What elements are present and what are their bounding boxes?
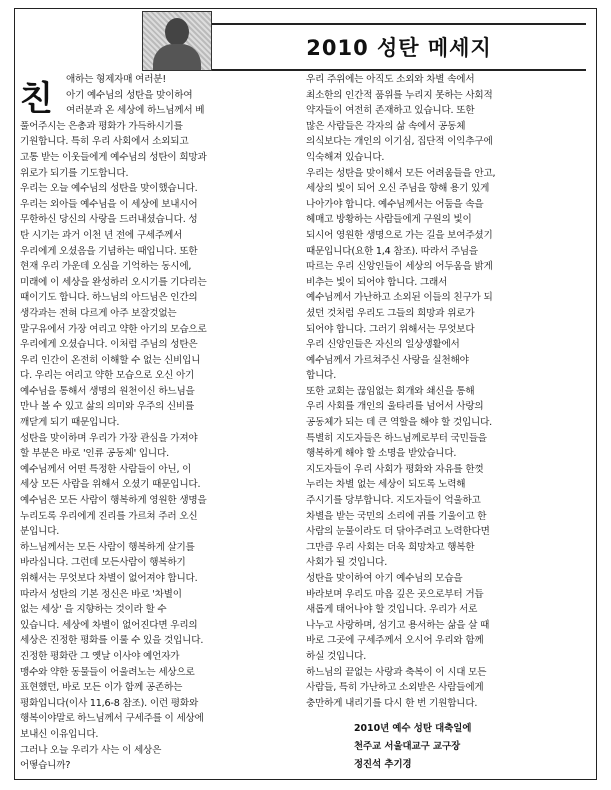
right-column-line: 우리는 성탄을 맞이해서 모든 어려움들을 안고, bbox=[306, 167, 496, 179]
left-column-line: 평화입니다(이사 11,6-8 참조). 이런 평화와 bbox=[20, 697, 199, 709]
signature-line: 천주교 서울대교구 교구장 bbox=[354, 741, 461, 752]
left-column-line: 위로가 되기를 기도합니다. bbox=[20, 167, 129, 179]
right-column-line: 합니다. bbox=[306, 370, 337, 382]
left-column-line: 우리에게 오셨습니다. 이처럼 주님의 성탄은 bbox=[20, 339, 198, 351]
left-column-line: 예수님은 모든 사람이 행복하게 영원한 생명을 bbox=[20, 495, 207, 507]
page-title: 2010 성탄 메세지 bbox=[306, 36, 492, 60]
title-box bbox=[212, 23, 586, 71]
portrait-head bbox=[165, 18, 189, 46]
left-column-line: 있습니다. 세상에 차별이 없어진다면 우리의 bbox=[20, 619, 198, 631]
right-column-line: 주시기를 당부합니다. 지도자들이 억울하고 bbox=[306, 495, 481, 507]
right-column-line: 특별히 지도자들은 하느님께로부터 국민들을 bbox=[306, 432, 487, 444]
right-column-line: 나아가야 합니다. 예수님께서는 어둠을 속을 bbox=[306, 198, 484, 210]
signature-line: 2010년 예수 성탄 대축일에 bbox=[354, 723, 472, 734]
right-column-line: 세상의 빛이 되어 오신 주님을 향해 용기 있게 bbox=[306, 183, 490, 195]
right-column-line: 예수님께서 가르쳐주신 사랑을 실천해야 bbox=[306, 354, 469, 366]
left-column-line: 행복이야말로 하느님께서 구세주를 이 세상에 bbox=[20, 713, 204, 725]
portrait-body bbox=[153, 44, 201, 71]
right-column-line: 익숙해져 있습니다. bbox=[306, 151, 385, 163]
left-column-line: 위해서는 무엇보다 차별이 없어져야 합니다. bbox=[20, 573, 198, 584]
right-column-line: 되어야 합니다. 그러기 위해서는 무엇보다 bbox=[306, 323, 475, 335]
right-column-line: 사람의 눈물이라도 더 닦아주려고 노력한다면 bbox=[306, 526, 490, 538]
left-column-line: 예수님을 통해서 생명의 원천이신 하느님을 bbox=[20, 385, 195, 397]
left-column-line: 탄 시기는 과거 이천 년 전에 구세주께서 bbox=[20, 229, 183, 241]
left-column-line: 우리에게 오셨음을 기념하는 때입니다. 또한 bbox=[20, 245, 198, 257]
left-column-line: 세상 모든 사람을 위해서 오셨기 때문입니다. bbox=[20, 479, 201, 491]
right-column-line: 공동체가 되는 데 큰 역할을 해야 할 것입니다. bbox=[306, 417, 493, 429]
right-column-line: 최소한의 인간적 품위를 누리지 못하는 사회적 bbox=[306, 89, 493, 101]
left-column-line: 그러나 오늘 우리가 사는 이 세상은 bbox=[20, 744, 162, 756]
left-column-line: 만나 볼 수 있고 삶의 의미와 우주의 신비를 bbox=[20, 401, 195, 413]
drop-cap: 친 bbox=[20, 79, 53, 119]
right-column-line: 나누고 사랑하며, 섬기고 용서하는 삶을 살 때 bbox=[306, 619, 490, 631]
right-column-line: 의식보다는 개인의 이기심, 집단적 이익추구에 bbox=[306, 136, 493, 148]
left-column-line: 분입니다. bbox=[20, 526, 60, 538]
right-column-line: 행복하게 해야 할 소명을 받았습니다. bbox=[306, 448, 457, 460]
right-column-line: 하느님의 끝없는 사랑과 축복이 이 시대 모든 bbox=[306, 666, 487, 678]
left-column-line: 맹수와 약한 동물들이 어울려노는 세상으로 bbox=[20, 666, 195, 678]
portrait-photo bbox=[142, 11, 212, 71]
right-column-line: 되시어 영원한 생명으로 가는 길을 보여주셨기 bbox=[306, 229, 493, 241]
right-column-line: 사회가 될 것입니다. bbox=[306, 557, 388, 569]
left-column-line: 기원합니다. 특히 우리 사회에서 소외되고 bbox=[20, 136, 189, 148]
left-column-line: 우리 인간이 온전히 이해할 수 없는 신비입니 bbox=[20, 354, 201, 366]
left-column-line: 우리는 외아들 예수님을 이 세상에 보내시어 bbox=[20, 198, 198, 210]
signature-line: 정진석 추기경 bbox=[354, 759, 412, 770]
left-column-line: 미래에 이 세상을 완성하러 오시기를 기다리는 bbox=[20, 276, 207, 288]
left-column-line: 때이기도 합니다. 하느님의 아드님은 인간의 bbox=[20, 292, 198, 304]
left-column-line: 풀어주시는 은총과 평화가 가득하시기를 bbox=[20, 120, 183, 132]
right-column-line: 약자들이 여전히 존재하고 있습니다. 또한 bbox=[306, 105, 475, 117]
right-column-line: 바라보며 우리도 마음 깊은 곳으로부터 거듭 bbox=[306, 588, 484, 600]
right-column-line: 헤매고 방황하는 사람들에게 구원의 빛이 bbox=[306, 214, 472, 226]
left-column bbox=[20, 72, 296, 774]
right-column-line: 하실 것입니다. bbox=[306, 650, 367, 662]
right-column-line: 누리는 차별 없는 세상이 되도록 노력해 bbox=[306, 479, 466, 491]
right-column-line: 우리 사회를 개인의 울타리를 넘어서 사랑의 bbox=[306, 401, 484, 413]
left-column-line: 누리도록 우리에게 진리를 가르쳐 주러 오신 bbox=[20, 510, 198, 522]
left-column-line: 아기 예수님의 성탄을 맞이하여 bbox=[66, 89, 193, 101]
left-column-line: 하느님께서는 모든 사람이 행복하게 살기를 bbox=[20, 541, 195, 553]
left-column-line: 말구유에서 가장 여리고 약한 아기의 모습으로 bbox=[20, 323, 207, 335]
left-column-line: 깨닫게 되기 때문입니다. bbox=[20, 417, 120, 429]
left-column-line: 보내신 이유입니다. bbox=[20, 728, 99, 740]
right-column-line: 차별을 받는 국민의 소리에 귀를 기울이고 한 bbox=[306, 510, 487, 522]
right-column-line: 새롭게 태어나야 할 것입니다. 우리가 서로 bbox=[306, 604, 478, 616]
left-column-line: 할 부분은 바로 '인류 공동체' 입니다. bbox=[20, 448, 169, 460]
right-column-line: 충만하게 내리기를 다시 한 번 기원합니다. bbox=[306, 697, 478, 709]
right-column-line: 성탄을 맞이하여 아기 예수님의 모습을 bbox=[306, 573, 463, 584]
right-column-line: 그만큼 우리 사회는 더욱 희망차고 행복한 bbox=[306, 541, 475, 553]
left-column-line: 무한하신 당신의 사랑을 드러내셨습니다. 성 bbox=[20, 214, 198, 226]
right-column-line: 비추는 빛이 되어야 합니다. 그래서 bbox=[306, 276, 448, 288]
left-column-line: 생각과는 전혀 다르게 아주 보잘것없는 bbox=[20, 307, 177, 319]
right-column-line: 바로 그곳에 구세주께서 오시어 우리와 함께 bbox=[306, 635, 484, 647]
left-column-line: 진정한 평화란 그 옛날 이사야 예언자가 bbox=[20, 650, 180, 662]
header bbox=[15, 9, 596, 73]
right-column-line: 셨던 것처럼 우리도 그들의 희망과 위로가 bbox=[306, 307, 475, 319]
right-column-line: 우리 주위에는 아직도 소외와 차별 속에서 bbox=[306, 74, 475, 85]
right-column-line: 때문입니다(요한 1,4 참조). 따라서 주님을 bbox=[306, 245, 479, 257]
right-column-line: 많은 사람들은 각자의 삶 속에서 공동체 bbox=[306, 120, 466, 132]
right-column-line: 따르는 우리 신앙인들이 세상의 어두움을 밝게 bbox=[306, 261, 493, 273]
left-column-line: 따라서 성탄의 기본 정신은 바로 '차별이 bbox=[20, 588, 182, 600]
left-column-line: 없는 세상' 을 지향하는 것이라 할 수 bbox=[20, 604, 167, 616]
left-column-line: 세상은 진정한 평화를 이룰 수 있을 것입니다. bbox=[20, 635, 204, 647]
left-column-line: 현재 우리 가운데 오심을 기억하는 동시에, bbox=[20, 261, 192, 273]
left-column-line: 성탄을 맞이하며 우리가 가장 관심을 가져야 bbox=[20, 432, 198, 444]
signature-block bbox=[354, 720, 471, 774]
right-column-line: 지도자들이 우리 사회가 평화와 자유를 한껏 bbox=[306, 463, 484, 475]
left-column-line: 어떻습니까? bbox=[20, 760, 71, 772]
left-column-line: 여러분과 온 세상에 하느님께서 베 bbox=[66, 105, 205, 117]
left-column-line: 고통 받는 이웃들에게 예수님의 성탄이 희망과 bbox=[20, 151, 207, 163]
right-column bbox=[306, 72, 568, 711]
left-column-line: 우리는 오늘 예수님의 성탄을 맞이했습니다. bbox=[20, 183, 198, 195]
right-column-line: 예수님께서 가난하고 소외된 이들의 친구가 되 bbox=[306, 292, 493, 304]
left-column-line: 애하는 형제자매 여러분! bbox=[66, 74, 167, 85]
right-column-line: 또한 교회는 끊임없는 회개와 쇄신을 통해 bbox=[306, 385, 475, 397]
left-column-line: 표현했던, 바로 모든 이가 함께 공존하는 bbox=[20, 682, 183, 694]
left-column-line: 예수님께서 어떤 특정한 사람들이 아닌, 이 bbox=[20, 463, 192, 475]
right-column-line: 우리 신앙인들은 자신의 일상생활에서 bbox=[306, 339, 460, 351]
left-column-line: 다. 우리는 여리고 약한 모습으로 오신 아기 bbox=[20, 370, 195, 382]
right-column-line: 사람들, 특히 가난하고 소외받은 사람들에게 bbox=[306, 682, 484, 694]
left-column-line: 바라십니다. 그런데 모든사람이 행복하기 bbox=[20, 557, 186, 569]
